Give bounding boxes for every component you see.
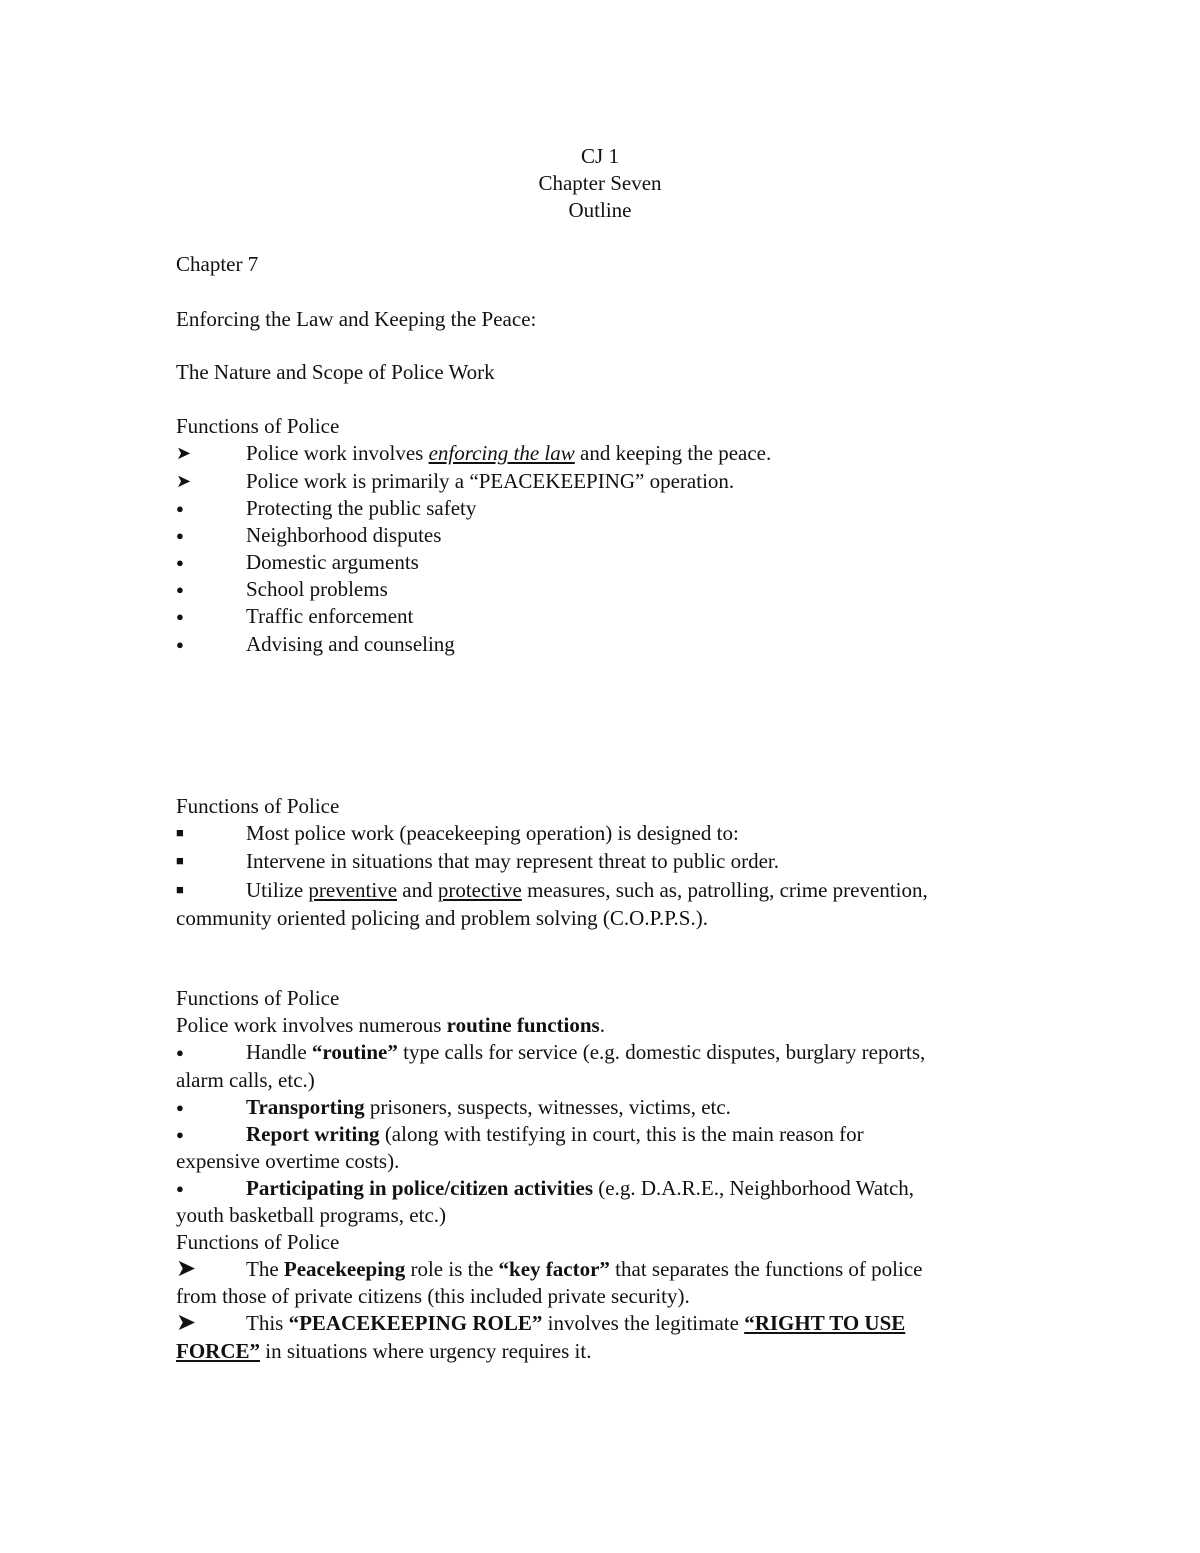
section-lead: Police work involves numerous routine functions. xyxy=(176,1013,605,1037)
list-item: Handle “routine” type calls for service (e.g. domestic disputes, burglary reports, xyxy=(246,1040,926,1064)
outline-title: Outline xyxy=(568,198,632,222)
chapter-number: Chapter 7 xyxy=(176,252,259,276)
section-heading: Functions of Police xyxy=(176,414,340,438)
course-title: CJ 1 xyxy=(581,144,619,168)
list-item: Police work involves enforcing the law and keeping the peace. xyxy=(246,441,772,465)
dot-bullet-icon: ● xyxy=(176,609,184,624)
dot-bullet-icon: ● xyxy=(176,1127,184,1142)
list-item: Domestic arguments xyxy=(246,550,419,574)
arrow-bullet-icon: ➤ xyxy=(176,443,192,463)
section-heading: Functions of Police xyxy=(176,794,340,818)
list-item: The Peacekeeping role is the “key factor” that separates the functions of police xyxy=(246,1257,923,1281)
chapter-heading: Enforcing the Law and Keeping the Peace: xyxy=(176,307,537,331)
dot-bullet-icon: ● xyxy=(176,1100,184,1115)
section-heading: Functions of Police xyxy=(176,986,340,1010)
dot-bullet-icon: ● xyxy=(176,637,184,652)
list-item: Participating in police/citizen activities (e.g. D.A.R.E., Neighborhood Watch, xyxy=(246,1176,915,1200)
list-item-continuation: from those of private citizens (this included private security). xyxy=(176,1284,690,1308)
list-item: Neighborhood disputes xyxy=(246,523,442,547)
dot-bullet-icon: ● xyxy=(176,582,184,597)
chapter-title: Chapter Seven xyxy=(538,171,662,195)
list-item-continuation: FORCE” in situations where urgency requires it. xyxy=(176,1339,592,1363)
list-item: Utilize preventive and protective measures, such as, patrolling, crime prevention, xyxy=(246,878,928,902)
dot-bullet-icon: ● xyxy=(176,501,184,516)
square-bullet-icon: ■ xyxy=(176,882,184,897)
list-item: Intervene in situations that may represent threat to public order. xyxy=(246,849,779,873)
list-item: Police work is primarily a “PEACEKEEPING” operation. xyxy=(246,469,735,493)
square-bullet-icon: ■ xyxy=(176,853,184,868)
list-item: Report writing (along with testifying in court, this is the main reason for xyxy=(246,1122,864,1146)
arrow-bullet-icon: ➤ xyxy=(176,1256,197,1282)
list-item: Advising and counseling xyxy=(246,632,455,656)
dot-bullet-icon: ● xyxy=(176,1181,184,1196)
list-item-continuation: alarm calls, etc.) xyxy=(176,1068,315,1092)
list-item-continuation: youth basketball programs, etc.) xyxy=(176,1203,447,1227)
dot-bullet-icon: ● xyxy=(176,1045,184,1060)
list-item-continuation: expensive overtime costs). xyxy=(176,1149,400,1173)
arrow-bullet-icon: ➤ xyxy=(176,471,192,491)
dot-bullet-icon: ● xyxy=(176,555,184,570)
list-item: Protecting the public safety xyxy=(246,496,477,520)
list-item-continuation: community oriented policing and problem solving (C.O.P.P.S.). xyxy=(176,906,708,930)
list-item: Most police work (peacekeeping operation) is designed to: xyxy=(246,821,739,845)
section-heading: Functions of Police xyxy=(176,1230,340,1254)
list-item: This “PEACEKEEPING ROLE” involves the legitimate “RIGHT TO USE xyxy=(246,1311,906,1335)
square-bullet-icon: ■ xyxy=(176,825,184,840)
dot-bullet-icon: ● xyxy=(176,528,184,543)
chapter-subheading: The Nature and Scope of Police Work xyxy=(176,360,495,384)
list-item: School problems xyxy=(246,577,388,601)
list-item: Traffic enforcement xyxy=(246,604,414,628)
list-item: Transporting prisoners, suspects, witnesses, victims, etc. xyxy=(246,1095,731,1119)
arrow-bullet-icon: ➤ xyxy=(176,1310,197,1336)
